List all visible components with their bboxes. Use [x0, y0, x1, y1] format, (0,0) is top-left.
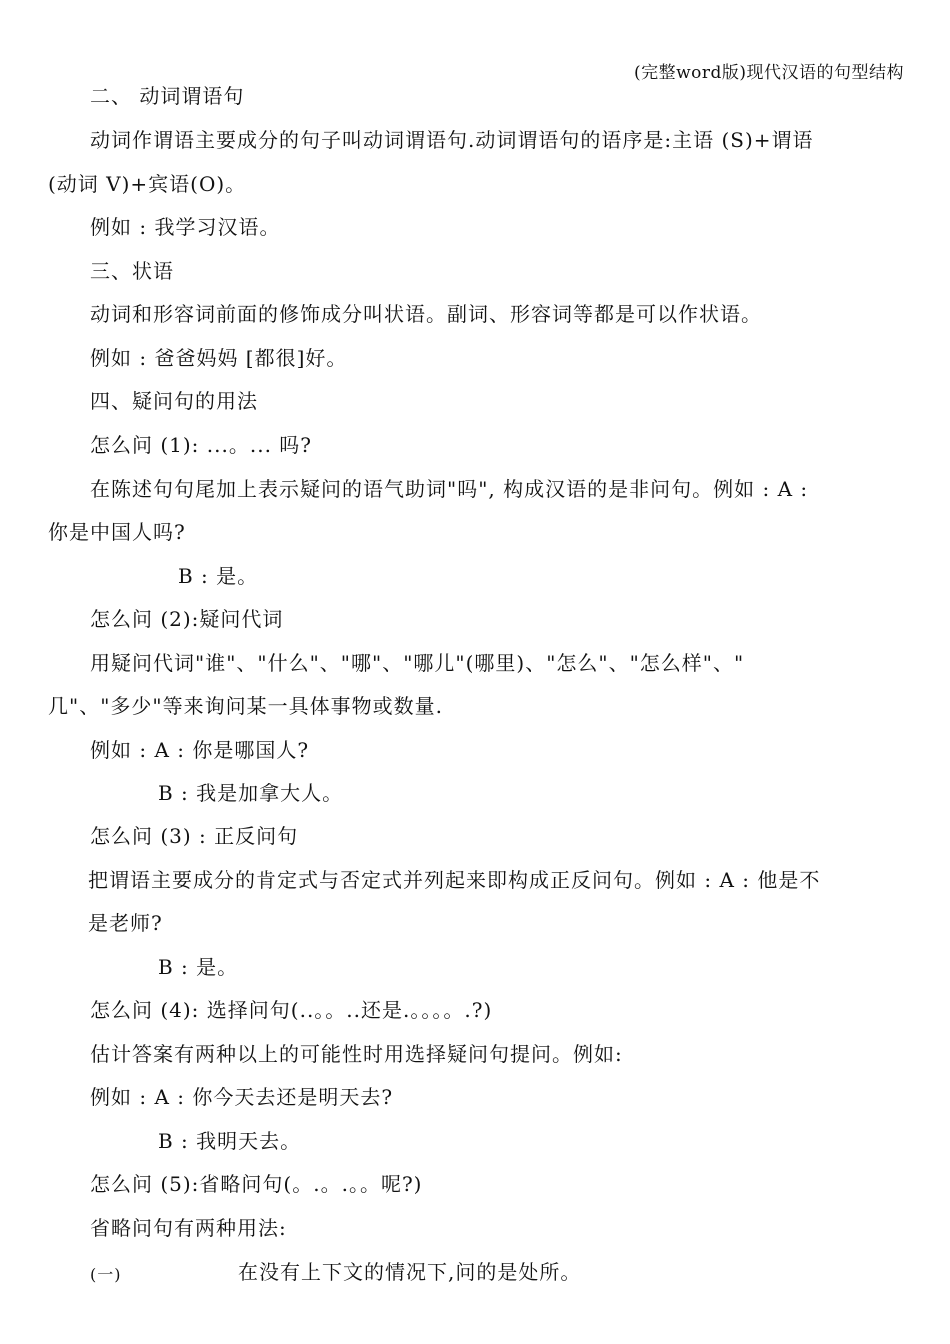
paragraph-line: 是老师?: [88, 911, 163, 935]
section-heading: 四、疑问句的用法: [90, 389, 258, 413]
section-heading: 三、状语: [90, 259, 174, 283]
answer-line: B : 是。: [178, 564, 259, 588]
paragraph-line: (动词 V)+宾语(O)。: [48, 172, 247, 196]
paragraph-line: 你是中国人吗?: [48, 520, 186, 544]
question-type-heading: 怎么问 (3) : 正反问句: [90, 824, 299, 848]
list-marker: (一): [90, 1265, 122, 1284]
paragraph-line: 省略问句有两种用法:: [90, 1216, 287, 1240]
example-line: 例如 : A : 你今天去还是明天去?: [90, 1085, 394, 1109]
paragraph-line: 用疑问代词"谁"、"什么"、"哪"、"哪儿"(哪里)、"怎么"、"怎么样"、": [90, 651, 745, 675]
section-heading: 二、 动词谓语句: [90, 84, 245, 108]
example-line: 例如 : 爸爸妈妈 [都很]好。: [90, 346, 348, 370]
example-line: 例如 : A : 你是哪国人?: [90, 738, 310, 762]
answer-line: B : 我是加拿大人。: [158, 781, 344, 805]
paragraph-line: 动词作谓语主要成分的句子叫动词谓语句.动词谓语句的语序是:主语 (S)+谓语: [90, 128, 814, 152]
question-type-heading: 怎么问 (2):疑问代词: [90, 607, 284, 631]
list-item-text: 在没有上下文的情况下,问的是处所。: [238, 1260, 582, 1284]
paragraph-line: 动词和形容词前面的修饰成分叫状语。副词、形容词等都是可以作状语。: [90, 302, 762, 326]
paragraph-line: 把谓语主要成分的肯定式与否定式并列起来即构成正反问句。例如 : A : 他是不: [88, 868, 821, 892]
example-line: 例如 : 我学习汉语。: [90, 215, 281, 239]
question-type-heading: 怎么问 (1): ...。... 吗?: [90, 433, 313, 457]
paragraph-line: 估计答案有两种以上的可能性时用选择疑问句提问。例如:: [90, 1042, 623, 1066]
paragraph-line: 在陈述句句尾加上表示疑问的语气助词"吗", 构成汉语的是非问句。例如 : A :: [90, 477, 809, 501]
question-type-heading: 怎么问 (4): 选择问句(..。。..还是.。。。。.?): [90, 998, 493, 1022]
paragraph-line: 几"、"多少"等来询问某一具体事物或数量.: [48, 694, 443, 718]
answer-line: B : 是。: [158, 955, 239, 979]
page-header: (完整word版)现代汉语的句型结构: [633, 63, 904, 83]
question-type-heading: 怎么问 (5):省略问句(。.。.。。呢?): [90, 1172, 423, 1196]
answer-line: B : 我明天去。: [158, 1129, 302, 1153]
